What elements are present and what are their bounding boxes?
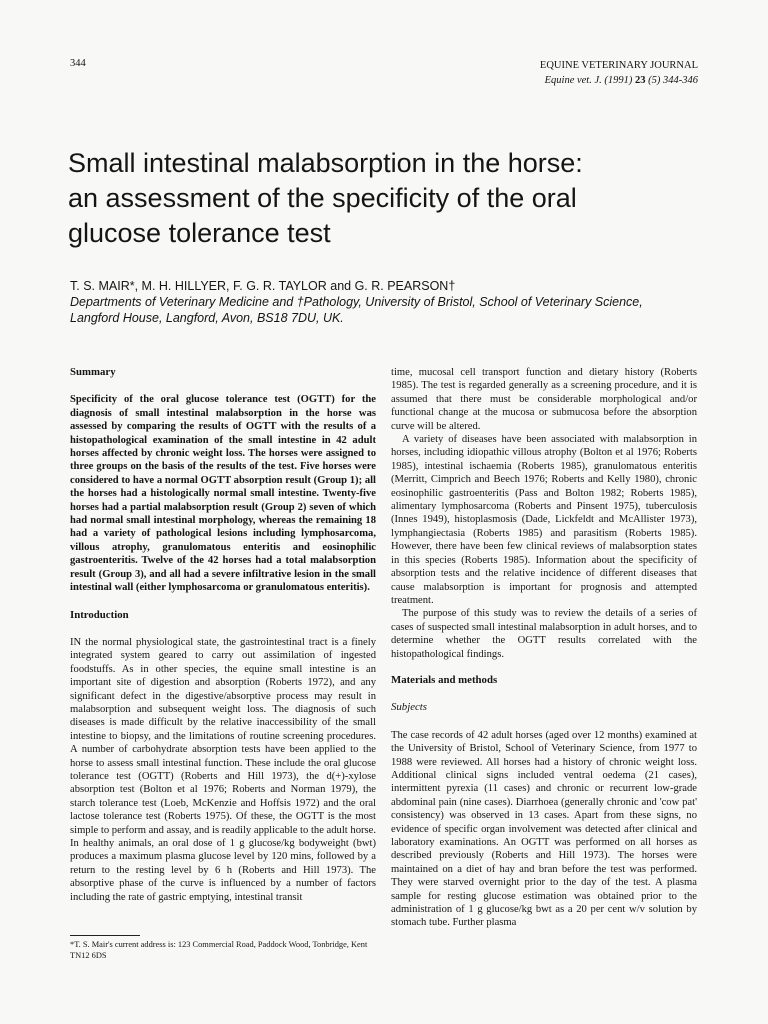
journal-name: EQUINE VETERINARY JOURNAL xyxy=(539,60,698,71)
article-title xyxy=(68,146,708,251)
purpose-paragraph: The purpose of this study was to review the details of a series of cases of suspected small intestinal malabsorption in adult horses, and to determine whether the OGTT results correlated with the histopathological findings. xyxy=(391,608,697,660)
introduction-continued: time, mucosal cell transport function and dietary history (Roberts 1985). The test is regarded generally as a screening procedure, and it is assumed that there must be considerable morphological and/or functional change at the mucosa or submucosa before the absorption curve will be altered. xyxy=(391,367,697,432)
affiliation-line-1: Departments of Veterinary Medicine and †Pathology, University of Bristol, School of Veterinary Science, xyxy=(70,295,643,309)
subjects-heading: Subjects xyxy=(391,701,427,714)
title-line-1: Small intestinal malabsorption in the horse: xyxy=(68,148,583,178)
footnote-divider xyxy=(70,935,140,936)
affiliation xyxy=(70,294,710,326)
affiliation-line-2: Langford House, Langford, Avon, BS18 7DU, UK. xyxy=(70,311,344,325)
summary-text: Specificity of the oral glucose tolerance test (OGTT) for the diagnosis of small intestinal malabsorption in the horse was assessed by comparing the results of OGTT with the results of a histopathological examination of the small intestine in 42 adult horses affected by chronic weight loss. The horses were assigned to three groups on the basis of the results of the test. Five horses were considered to have a normal OGTT absorption result (Group 1); all the horses had a histologically normal small intestine. Twenty-five horses had a partial malabsorption result (Group 2) seven of which had normal small intestinal morphology, whereas the remaining 18 had a variety of pathological lesions including lymphosarcoma, villous atrophy, granulomatous enteritis and eosinophilic gastroenteritis. Twelve of the 42 horses had a total malabsorption result (Group 3), and all had a severe infiltrative lesion in the small intestinal wall (either lymphosarcoma or granulomatous enteritis). xyxy=(70,394,376,594)
methods-heading: Materials and methods xyxy=(391,673,498,686)
right-column xyxy=(391,366,697,930)
citation-pages: (5) 344-346 xyxy=(648,75,698,86)
citation-volume: 23 xyxy=(635,75,646,86)
diseases-paragraph: A variety of diseases have been associated with malabsorption in horses, including idiopathic villous atrophy (Bolton et al 1976; Roberts 1985), intestinal ischaemia (Roberts 1985), granulomatous enteritis (Merritt, Cimprich and Beech 1976; Roberts and Kelly 1980), chronic eosinophilic gastroenteritis (Pass and Bolton 1982; Roberts 1985), alimentary lymphosarcoma (Roberts and Pinsent 1975), tuberculosis (Innes 1949), histoplasmosis (Dade, Lickfeldt and McAllister 1973), lymphangiectasia (Roberts 1985) and parasitism (Roberts 1985). However, there have been few clinical reviews of malabsorption states in this species (Roberts 1985). Information about the specificity of absorption tests and the relative incidence of different diseases that cause malabsorption is important for prognosis and attempted treatment. xyxy=(391,434,697,606)
journal-header xyxy=(540,58,698,88)
footnote: *T. S. Mair's current address is: 123 Commercial Road, Paddock Wood, Tonbridge, Kent TN12 6DS xyxy=(70,940,368,960)
introduction-text: IN the normal physiological state, the gastrointestinal tract is a finely integrated system geared to carry out assimilation of ingested foodstuffs. As in other species, the equine small intestine is an important site of digestion and absorption (Roberts 1972), and any significant defect in the digestive/absorptive process may result in malabsorption and subsequent weight loss. The diagnosis of such diseases is made difficult by the relative inaccessibility of the small intestine to biopsy, and the limitations of routine screening procedures. A number of carbohydrate absorption tests have been applied to the horse to assess small intestinal function. These include the oral glucose tolerance test (OGTT) (Roberts and Hill 1973), the d(+)-xylose absorption test (Bolton et al 1976; Roberts and Norman 1979), the starch tolerance test (Loeb, McKenzie and Hoffsis 1972) and the oral lactose tolerance test (Roberts 1975). Of these, the OGTT is the most simple to perform and assay, and is readily applicable to the adult horse. In healthy animals, an oral dose of 1 g glucose/kg bodyweight (bwt) produces a maximum plasma glucose level by 120 mins, followed by a return to the resting level by 6 h (Roberts and Hill 1973). The absorptive phase of the curve is influenced by a number of factors including the rate of gastric emptying, intestinal transit xyxy=(70,636,376,903)
left-column xyxy=(70,366,376,904)
introduction-heading: Introduction xyxy=(70,608,129,621)
journal-citation xyxy=(540,73,698,88)
subjects-text: The case records of 42 adult horses (aged over 12 months) examined at the University of Bristol, School of Veterinary Science, from 1977 to 1988 were reviewed. All horses had a history of chronic weight loss. Additional clinical signs included ventral oedema (21 cases), intermittent pyrexia (11 cases) and chronic or recurrent low-grade abdominal pain (nine cases). Diarrhoea (generally chronic and 'cow pat' consistency) was observed in 13 cases. Apart from these signs, no evidence of specific organ involvement was detected after clinical and laboratory examinations. An OGTT was performed on all horses as described previously (Roberts and Hill 1973). The horses were maintained on a diet of hay and bran before the test was performed. They were starved overnight prior to the day of the test. A plasma sample for resting glucose estimation was obtained prior to the administration of 1 g glucose/kg bwt as a 20 per cent w/v solution by stomach tube. Further plasma xyxy=(391,729,697,929)
citation-prefix: Equine vet. J. xyxy=(544,75,602,86)
title-line-3: glucose tolerance test xyxy=(68,218,331,248)
title-line-2: an assessment of the specificity of the oral xyxy=(68,183,577,213)
author-list: T. S. MAIR*, M. H. HILLYER, F. G. R. TAYLOR and G. R. PEARSON† xyxy=(70,279,456,293)
page-number: 344 xyxy=(70,58,86,69)
citation-year: (1991) xyxy=(604,75,633,86)
summary-heading: Summary xyxy=(70,366,116,378)
